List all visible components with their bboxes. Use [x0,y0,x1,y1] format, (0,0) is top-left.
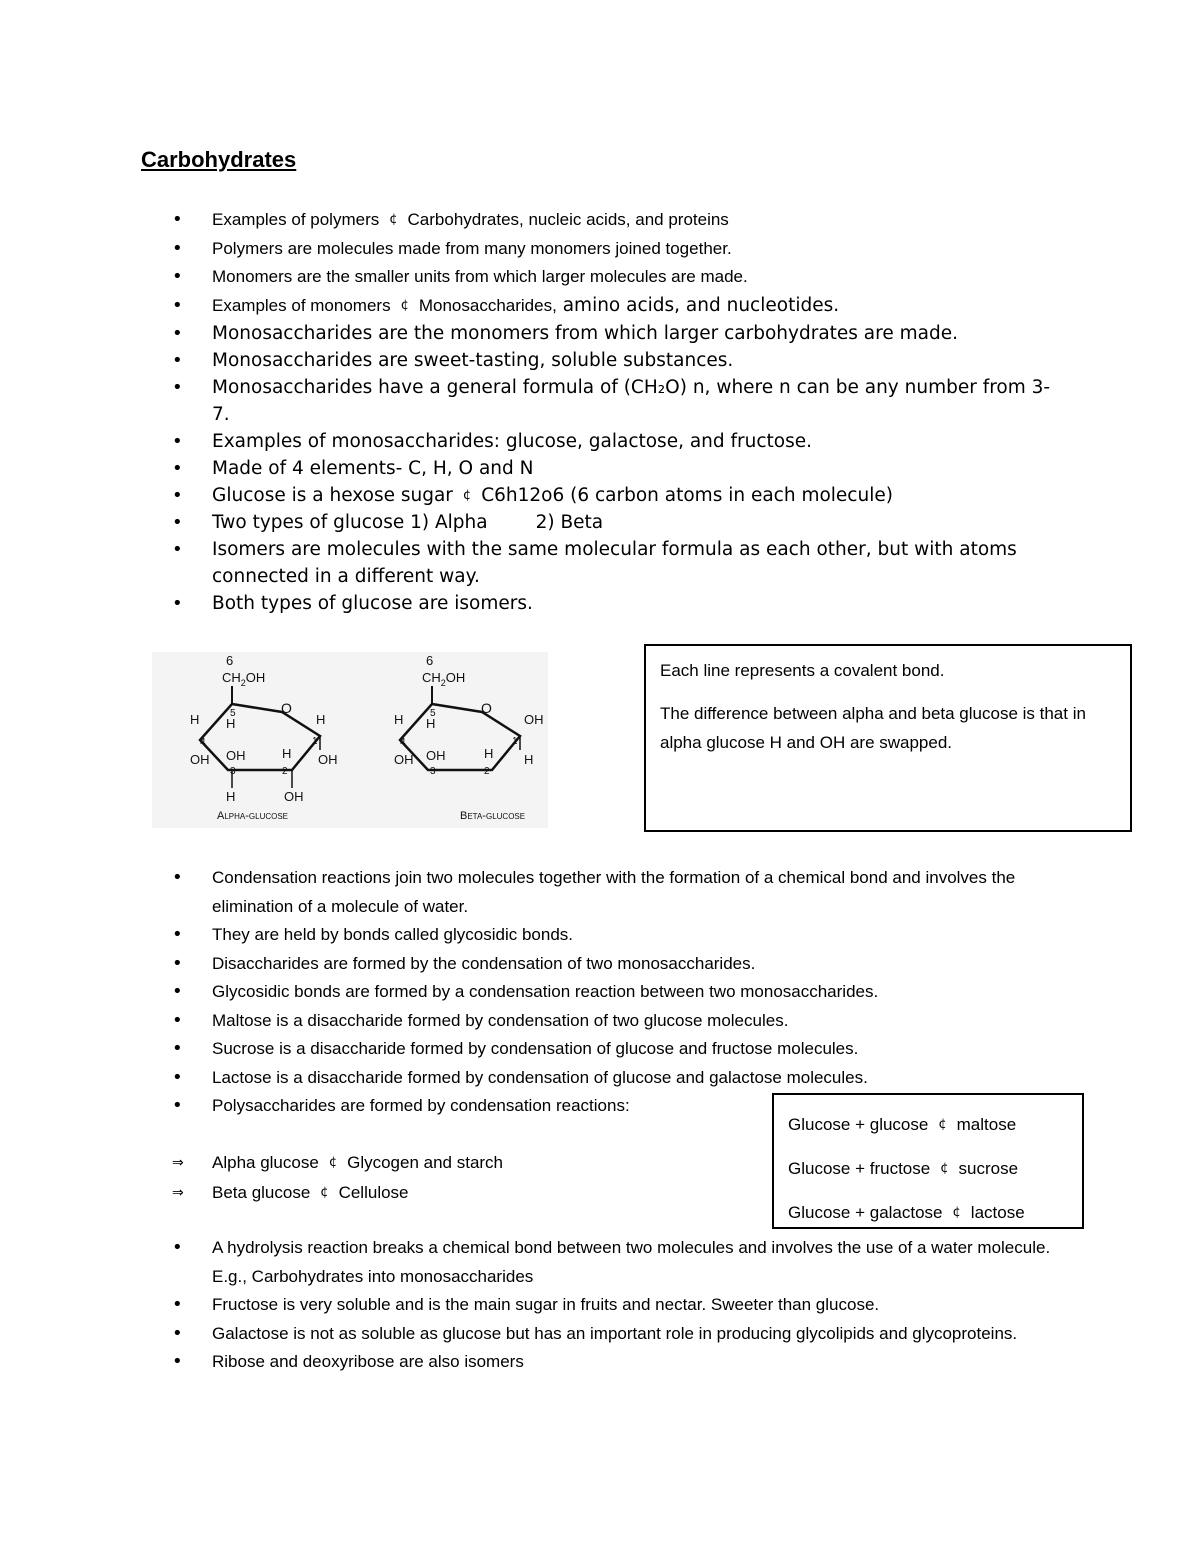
list-item [172,206,1052,235]
carbon-label: 4 [200,737,206,748]
carbon-label: 6 [426,653,434,668]
arrow-icon: ¢ [940,1161,949,1176]
list-item-text: Glycogen and starch [347,1153,504,1172]
reaction-line [788,1191,1068,1235]
list-item-text: Made of 4 elements- C, H, O and N [212,458,534,479]
glucose-structure-diagram [152,652,548,828]
list-item-text: Galactose is not as soluble as glucose but has an important role in producing glycolipids and glycoproteins. [212,1323,1018,1343]
bullet-list-condensation [172,864,1052,1121]
list-item-text: Monosaccharides are the monomers from which larger carbohydrates are made. [212,323,958,344]
oxygen-label: O [281,700,292,716]
list-item-text: Examples of monosaccharides: glucose, galactose, and fructose. [212,431,813,452]
list-item-text: Monosaccharides have a general formula of (CH₂O) n, where n can be any number from 3-7. [212,377,1051,425]
note-line: Each line represents a covalent bond. [660,661,945,680]
atom-label: OH [524,712,544,727]
list-item-text: Maltose is a disaccharide formed by condensation of two glucose molecules. [212,1010,789,1030]
list-item [172,1348,1052,1377]
ring-outline [200,704,320,770]
list-item [172,978,1052,1007]
list-item [172,864,1052,921]
arrow-icon: ¢ [389,212,398,227]
bullet-list-hydrolysis [172,1234,1052,1377]
atom-label: OH [284,789,304,804]
list-item-text: Beta glucose [212,1183,311,1202]
list-item-text: Condensation reactions join two molecules together with the formation of a chemical bond and involves the elimination of a molecule of water. [212,868,1016,916]
implies-icon: ⇒ [172,1155,184,1171]
list-item [172,292,1052,321]
atom-label: H [282,746,292,761]
list-item-text: Monomers are the smaller units from which larger molecules are made. [212,267,748,286]
list-item-text: Monosaccharides, [418,295,557,315]
list-item-text: Lactose is a disaccharide formed by condensation of glucose and galactose molecules. [212,1067,868,1087]
reaction-text: sucrose [958,1159,1019,1178]
carbon-label: 3 [430,766,436,777]
carbon-label: 2 [282,766,288,777]
oxygen-label: O [481,700,492,716]
arrow-icon: ¢ [938,1117,947,1132]
reaction-text: lactose [970,1203,1025,1222]
list-item [172,1320,1052,1349]
list-item-text: Disaccharides are formed by the condensation of two monosaccharides. [212,953,756,973]
atom-label: H [226,716,236,731]
atom-label: OH [226,748,246,763]
list-item-text: Isomers are molecules with the same molecular formula as each other, but with atoms connected in a different way. [212,539,1017,587]
list-item-text: Cellulose [338,1183,409,1202]
list-item-text: Alpha glucose [212,1153,319,1172]
note-line: The difference between alpha and beta glucose is that in alpha glucose H and OH are swapped. [660,704,1086,752]
list-item-text: Polymers are molecules made from many monomers joined together. [212,238,732,258]
reaction-text: maltose [956,1115,1017,1134]
list-item [172,263,1052,292]
ring-outline [400,704,520,770]
beta-glucose-structure [394,653,544,822]
list-item-text: Monosaccharides are sweet-tasting, soluble substances. [212,350,734,371]
carbon-label: 3 [230,766,236,777]
glucose-diagram-svg [152,652,548,828]
atom-label: OH [426,748,446,763]
atom-label: H [226,789,236,804]
list-item-text: Examples of monomers [212,295,391,315]
list-item [172,482,1052,509]
list-item [172,1234,1052,1291]
reaction-line [788,1103,1068,1147]
list-item [172,1291,1052,1320]
list-item-text: Fructose is very soluble and is the main sugar in fruits and nectar. Sweeter than glucose. [212,1295,880,1314]
list-item-text: amino acids, and nucleotides. [556,294,840,316]
carbon-label: 5 [430,708,436,719]
reaction-text: Glucose + galactose [788,1203,943,1222]
list-item [172,536,1052,590]
carbon-label: 1 [312,736,318,747]
atom-label: H [316,712,326,727]
arrow-icon: ¢ [952,1205,961,1220]
carbon-label: 5 [230,708,236,719]
carbon-label: 6 [226,653,234,668]
group-label: $CH_2OH$ [422,670,466,688]
atom-label: OH [394,752,414,767]
atom-label: H [426,716,436,731]
list-item-text: Polysaccharides are formed by condensation reactions: [212,1096,630,1115]
list-item [172,1178,503,1208]
list-item-text: C6h12o6 (6 carbon atoms in each molecule) [481,485,893,506]
bullet-list-intro [172,206,1052,617]
carbon-label: 1 [512,736,518,747]
implies-icon: ⇒ [172,1185,184,1201]
arrow-icon: ¢ [462,488,472,503]
arrow-icon: ¢ [400,297,409,313]
polysaccharide-list [172,1148,503,1208]
alpha-caption: Alpha-glucose [217,810,289,822]
list-item-text: Examples of polymers [212,210,380,229]
reaction-line [788,1147,1068,1191]
list-item-text: Glycosidic bonds are formed by a condensation reaction between two monosaccharides. [212,982,879,1001]
carbon-label: 2 [484,766,490,777]
list-item-text: They are held by bonds called glycosidic bonds. [212,925,573,944]
atom-label: H [190,712,200,727]
arrow-icon: ¢ [320,1185,329,1200]
list-item [172,590,1052,617]
list-item [172,428,1052,455]
list-item [172,1148,503,1178]
list-item-text: A hydrolysis reaction breaks a chemical bond between two molecules and involves the use of a water molecule. E.g., Carbohydrates into monosaccharides [212,1238,1051,1286]
arrow-icon: ¢ [328,1155,338,1170]
list-item-text: Two types of glucose 1) Alpha [212,512,488,533]
group-label: $CH_2OH$ [222,670,266,688]
list-item-text: Both types of glucose are isomers. [212,593,533,614]
list-item-text: Ribose and deoxyribose are also isomers [212,1352,524,1371]
note-box [644,644,1132,832]
list-item [172,455,1052,482]
reaction-box [772,1093,1084,1229]
atom-label: H [484,746,494,761]
list-item [172,921,1052,950]
beta-caption: Beta-glucose [460,810,526,822]
list-item [172,347,1052,374]
page-title: Carbohydrates [141,147,297,172]
list-item [172,374,1052,428]
list-item [172,1007,1052,1036]
list-item-text: Carbohydrates, nucleic acids, and proteins [407,210,729,229]
alpha-glucose-structure [190,653,338,822]
atom-label: H [394,712,404,727]
atom-label: OH [190,752,210,767]
list-item [172,1035,1052,1064]
list-item [172,235,1052,264]
atom-label: H [524,752,534,767]
list-item-text: 2) Beta [535,512,604,533]
atom-label: OH [318,752,338,767]
list-item-text: Glucose is a hexose sugar [212,485,453,506]
carbon-label: 4 [400,737,406,748]
list-item [172,509,1052,536]
list-item-text: Sucrose is a disaccharide formed by condensation of glucose and fructose molecules. [212,1039,859,1058]
list-item [172,320,1052,347]
list-item [172,1064,1052,1093]
list-item [172,950,1052,979]
reaction-text: Glucose + fructose [788,1159,931,1178]
reaction-text: Glucose + glucose [788,1115,929,1134]
